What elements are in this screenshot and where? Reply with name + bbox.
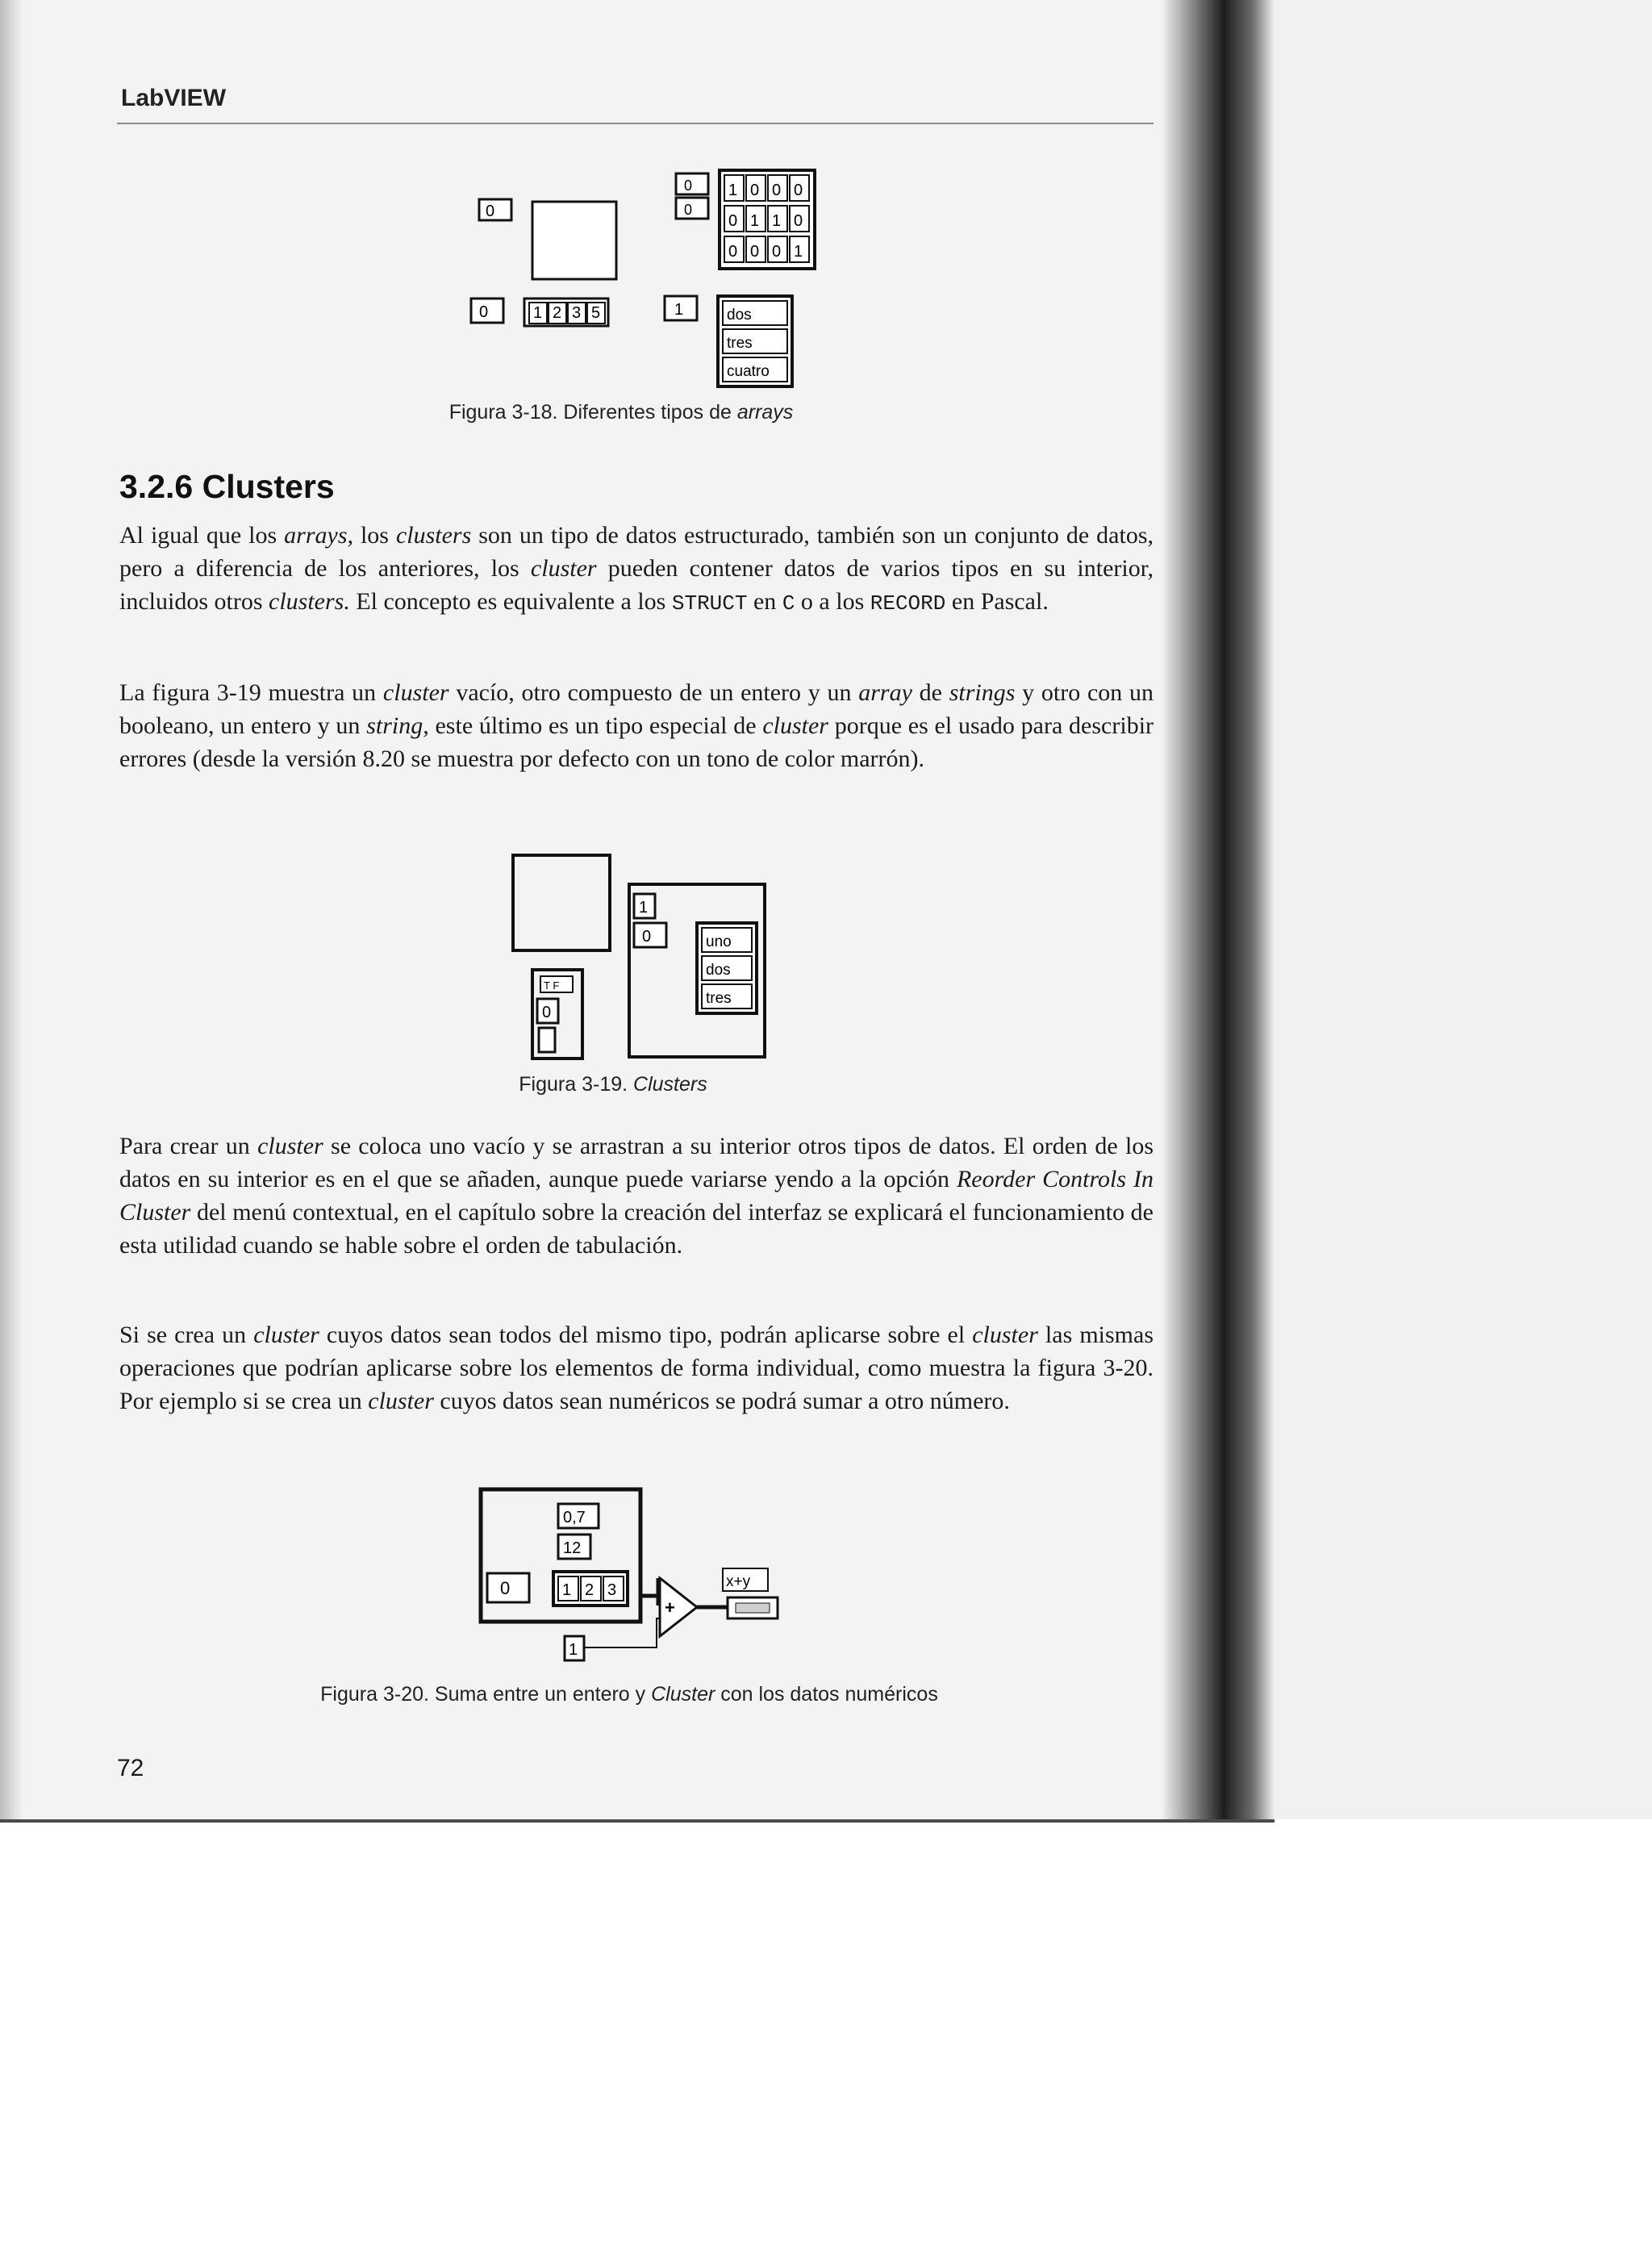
cluster-array-element: 3 xyxy=(607,1581,617,1599)
page-bottom-edge xyxy=(0,1819,1274,1823)
matrix-element: 1 xyxy=(750,212,760,230)
numeric-array-element: 3 xyxy=(572,304,582,322)
string-array-element: cuatro xyxy=(727,363,770,380)
string-array-element: dos xyxy=(727,307,752,324)
integer-constant-value: 1 xyxy=(569,1641,578,1659)
svg-text:+: + xyxy=(665,1597,675,1618)
sum-indicator xyxy=(723,1568,778,1618)
matrix-element: 0 xyxy=(750,182,760,199)
matrix-element: 0 xyxy=(772,182,782,199)
cluster-string-element: tres xyxy=(706,990,732,1007)
figure-3-18-caption: Figura 3-18. Diferentes tipos de arrays xyxy=(448,401,794,424)
cluster-double-value: 0,7 xyxy=(563,1509,586,1526)
matrix-col-index: 0 xyxy=(684,202,693,218)
book-gutter-shadow xyxy=(1162,0,1274,1819)
string-array-index: 1 xyxy=(674,301,684,319)
section-heading: 3.2.6 Clusters xyxy=(119,468,335,505)
numeric-array-element: 2 xyxy=(553,304,562,322)
page-number: 72 xyxy=(117,1755,144,1781)
paragraph-1: Al igual que los arrays, los clusters son un tipo de datos estructurado, también son un conjunto de datos, pero a diferencia de los anteriores, los cluster pueden contener datos de varios tipos en su interior, incluidos otros clusters. El concepto es equivalente a los STRUCT en C o a los RECORD en Pascal. xyxy=(119,522,1154,616)
matrix-element: 0 xyxy=(728,243,738,261)
cluster-integer: 1 xyxy=(639,899,649,917)
scanner-bed xyxy=(1274,0,1652,1819)
paragraph-3: Para crear un cluster se coloca uno vacío y se arrastran a su interior otros tipos de datos. El orden de los datos en su interior es en el que se añaden, aunque puede variarse yendo a la opción Reorder Controls In Cluster del menú contextual, en el capítulo sobre la creación del interfaz se explicará el funcionamiento de esta utilidad cuando se hable sobre el orden de tabulación. xyxy=(119,1133,1153,1259)
cluster-array-index: 0 xyxy=(500,1578,511,1598)
indicator-label: x+y xyxy=(726,1573,751,1590)
cluster-int-value: 12 xyxy=(563,1539,582,1557)
integer-constant xyxy=(565,1636,584,1660)
matrix-element: 0 xyxy=(772,243,782,261)
cluster-array-index: 0 xyxy=(642,928,652,946)
error-cluster xyxy=(532,970,582,1059)
add-function xyxy=(660,1578,697,1636)
numeric-array-element: 1 xyxy=(533,304,543,322)
matrix-element: 1 xyxy=(794,243,803,261)
error-code: 0 xyxy=(542,1004,552,1021)
page-edge-shadow xyxy=(0,0,23,1819)
running-head: LabVIEW xyxy=(121,85,227,111)
figure-3-20-caption: Figura 3-20. Suma entre un entero y Cluster con los datos numéricos xyxy=(320,1683,938,1706)
string-array-element: tres xyxy=(727,335,753,352)
empty-array-control xyxy=(479,199,616,279)
figure-3-18-diagram xyxy=(468,165,823,383)
figure-3-20-diagram xyxy=(476,1485,791,1670)
figure-3-19-caption: Figura 3-19. Clusters xyxy=(519,1073,707,1096)
string-array-control xyxy=(665,296,792,386)
matrix-element: 1 xyxy=(772,212,782,230)
numeric-array-element: 5 xyxy=(591,304,601,322)
numeric-array-control xyxy=(471,299,608,326)
matrix-element: 0 xyxy=(794,182,803,199)
matrix-element: 0 xyxy=(750,243,760,261)
matrix-element: 0 xyxy=(794,212,803,230)
numeric-cluster-constant xyxy=(481,1489,640,1622)
matrix-element: 0 xyxy=(728,212,738,230)
empty-array-index: 0 xyxy=(486,203,495,220)
matrix-row-index: 0 xyxy=(684,177,693,194)
cluster-array-element: 2 xyxy=(585,1581,594,1599)
empty-cluster xyxy=(513,855,610,950)
paragraph-4: Si se crea un cluster cuyos datos sean todos del mismo tipo, podrán aplicarse sobre el cluster las mismas operaciones que podrían aplicarse sobre los elementos de forma individual, como muestra la figura 3-20. Por ejemplo si se crea un cluster cuyos datos sean numéricos se podrá sumar a otro número. xyxy=(119,1322,1153,1414)
boolean-label: T F xyxy=(544,979,560,992)
cluster-string-element: uno xyxy=(706,933,732,950)
integer-string-cluster xyxy=(629,884,765,1057)
cluster-array-element: 1 xyxy=(562,1581,572,1599)
matrix-element: 1 xyxy=(728,182,738,199)
boolean-matrix-control xyxy=(676,170,815,269)
cluster-string-element: dos xyxy=(706,962,731,979)
figure-3-19-diagram xyxy=(508,849,766,1067)
header-rule xyxy=(117,123,1153,124)
paragraph-2: La figura 3-19 muestra un cluster vacío, otro compuesto de un entero y un array de strings y otro con un booleano, un entero y un string, este último es un tipo especial de cluster porque es el usado para describir errores (desde la versión 8.20 se muestra por defecto con un tono de color marrón). xyxy=(119,679,1154,772)
numeric-array-index: 0 xyxy=(479,303,489,321)
